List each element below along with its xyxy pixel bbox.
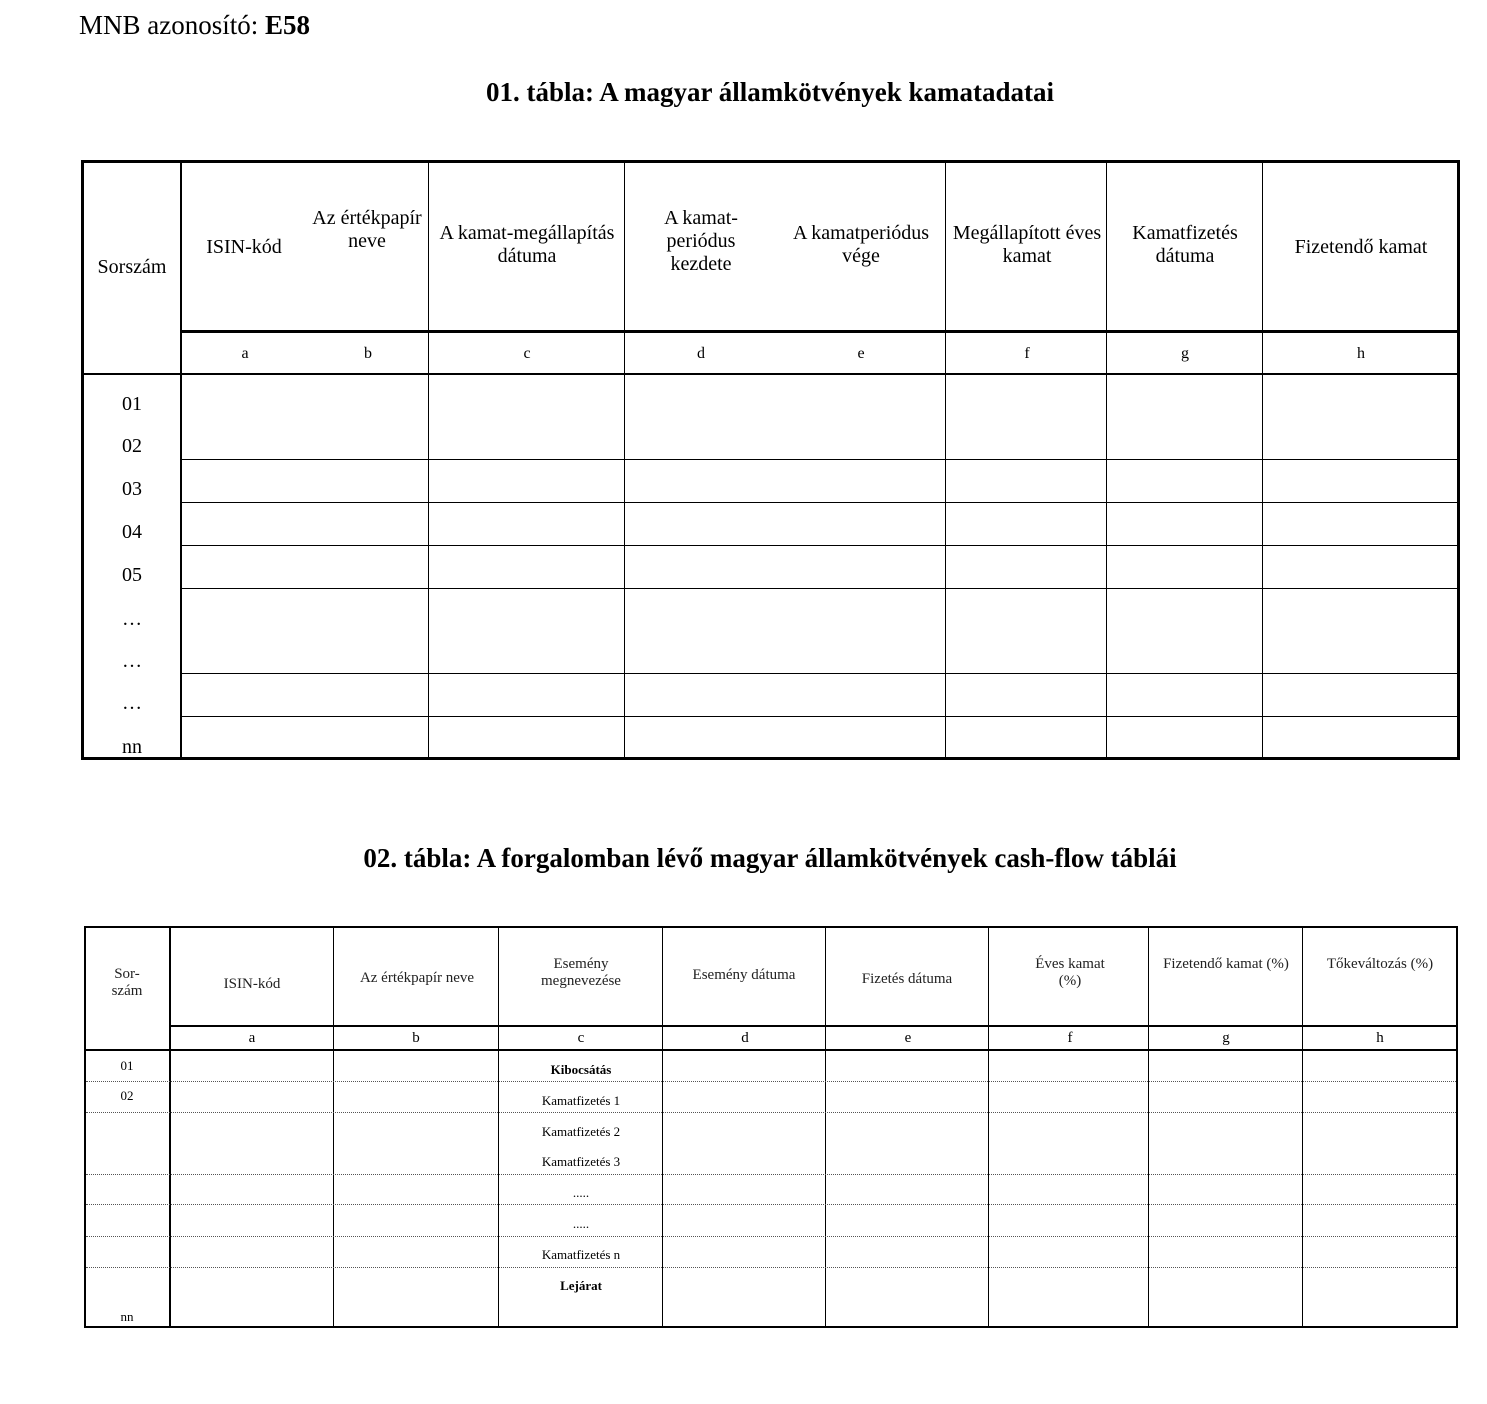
t1-header-name: Az értékpapír neve — [312, 207, 422, 252]
t2-event-ellipsis: ..... — [572, 1216, 590, 1231]
t1-header-period-end: A kamatperiódus vége — [792, 222, 930, 267]
t1-letter-a: a — [241, 345, 249, 362]
t2-event-coupon-2: Kamatfizetés 2 — [541, 1124, 621, 1139]
t1-letter-f: f — [1024, 345, 1030, 362]
t1-letter-d: d — [697, 345, 705, 362]
t1-header-payment-date: Kamatfizetés dátuma — [1132, 222, 1238, 267]
t2-header-isin: ISIN-kód — [223, 976, 281, 992]
t1-row-number: … — [122, 608, 142, 630]
t2-letter-b: b — [412, 1030, 420, 1046]
t2-header-capital-change: Tőkeváltozás (%) — [1326, 956, 1434, 972]
t1-row-number: 02 — [122, 435, 142, 457]
mnb-code: E58 — [265, 10, 311, 40]
t2-letter-d: d — [741, 1030, 749, 1046]
mnb-label: MNB azonosító: — [79, 10, 259, 40]
t1-header-isin: ISIN-kód — [206, 236, 282, 258]
t2-letter-a: a — [248, 1030, 256, 1046]
t1-letter-e: e — [857, 345, 865, 362]
t2-letter-h: h — [1376, 1030, 1384, 1046]
t2-event-coupon-1: Kamatfizetés 1 — [541, 1093, 621, 1108]
t2-header-annual-rate: Éves kamat (%) — [1035, 956, 1105, 990]
t2-row-number: nn — [120, 1309, 134, 1324]
t1-letter-g: g — [1181, 345, 1189, 362]
t2-event-coupon-n: Kamatfizetés n — [541, 1247, 621, 1262]
t2-header-payment-date: Fizetés dátuma — [861, 971, 953, 987]
t1-header-annual-rate: Megállapított éves kamat — [952, 222, 1102, 267]
t2-event-issue: Kibocsátás — [550, 1062, 612, 1077]
t1-row-number: 03 — [122, 478, 142, 500]
mnb-identifier — [79, 10, 310, 41]
t2-header-event: Esemény megnevezése — [541, 956, 621, 990]
table2-title: 02. tábla: A forgalomban lévő magyar államkötvények cash-flow táblái — [363, 843, 1177, 873]
t2-header-sorszam: Sor-szám — [111, 966, 143, 1000]
t1-header-rate-date: A kamat-megállapítás dátuma — [439, 222, 615, 267]
t1-letter-c: c — [523, 345, 531, 362]
t2-header-event-date: Esemény dátuma — [692, 967, 796, 983]
t2-letter-f: f — [1067, 1030, 1073, 1046]
t1-row-number: nn — [122, 736, 142, 758]
table1-title: 01. tábla: A magyar államkötvények kamatadatai — [485, 77, 1054, 107]
t2-letter-g: g — [1222, 1030, 1230, 1046]
t2-event-maturity: Lejárat — [560, 1278, 602, 1293]
t2-row-number: 01 — [120, 1058, 134, 1073]
t1-row-number: … — [122, 692, 142, 714]
t1-header-payable: Fizetendő kamat — [1294, 236, 1428, 258]
t2-letter-e: e — [904, 1030, 912, 1046]
t2-event-ellipsis: ..... — [572, 1185, 590, 1200]
t1-row-number: 05 — [122, 564, 142, 586]
t1-row-number: 01 — [122, 393, 142, 415]
t1-row-number: 04 — [122, 521, 142, 543]
t1-letter-b: b — [364, 345, 372, 362]
t1-header-sorszam: Sorszám — [97, 256, 167, 278]
t2-header-payable: Fizetendő kamat (%) — [1163, 956, 1289, 972]
t1-header-period-start: A kamat-periódus kezdete — [664, 207, 738, 275]
t1-row-number: … — [122, 650, 142, 672]
t2-letter-c: c — [577, 1030, 585, 1046]
t2-header-name: Az értékpapír neve — [359, 970, 475, 986]
t2-row-number: 02 — [120, 1088, 134, 1103]
t1-letter-h: h — [1357, 345, 1365, 362]
t2-event-coupon-3: Kamatfizetés 3 — [541, 1154, 621, 1169]
